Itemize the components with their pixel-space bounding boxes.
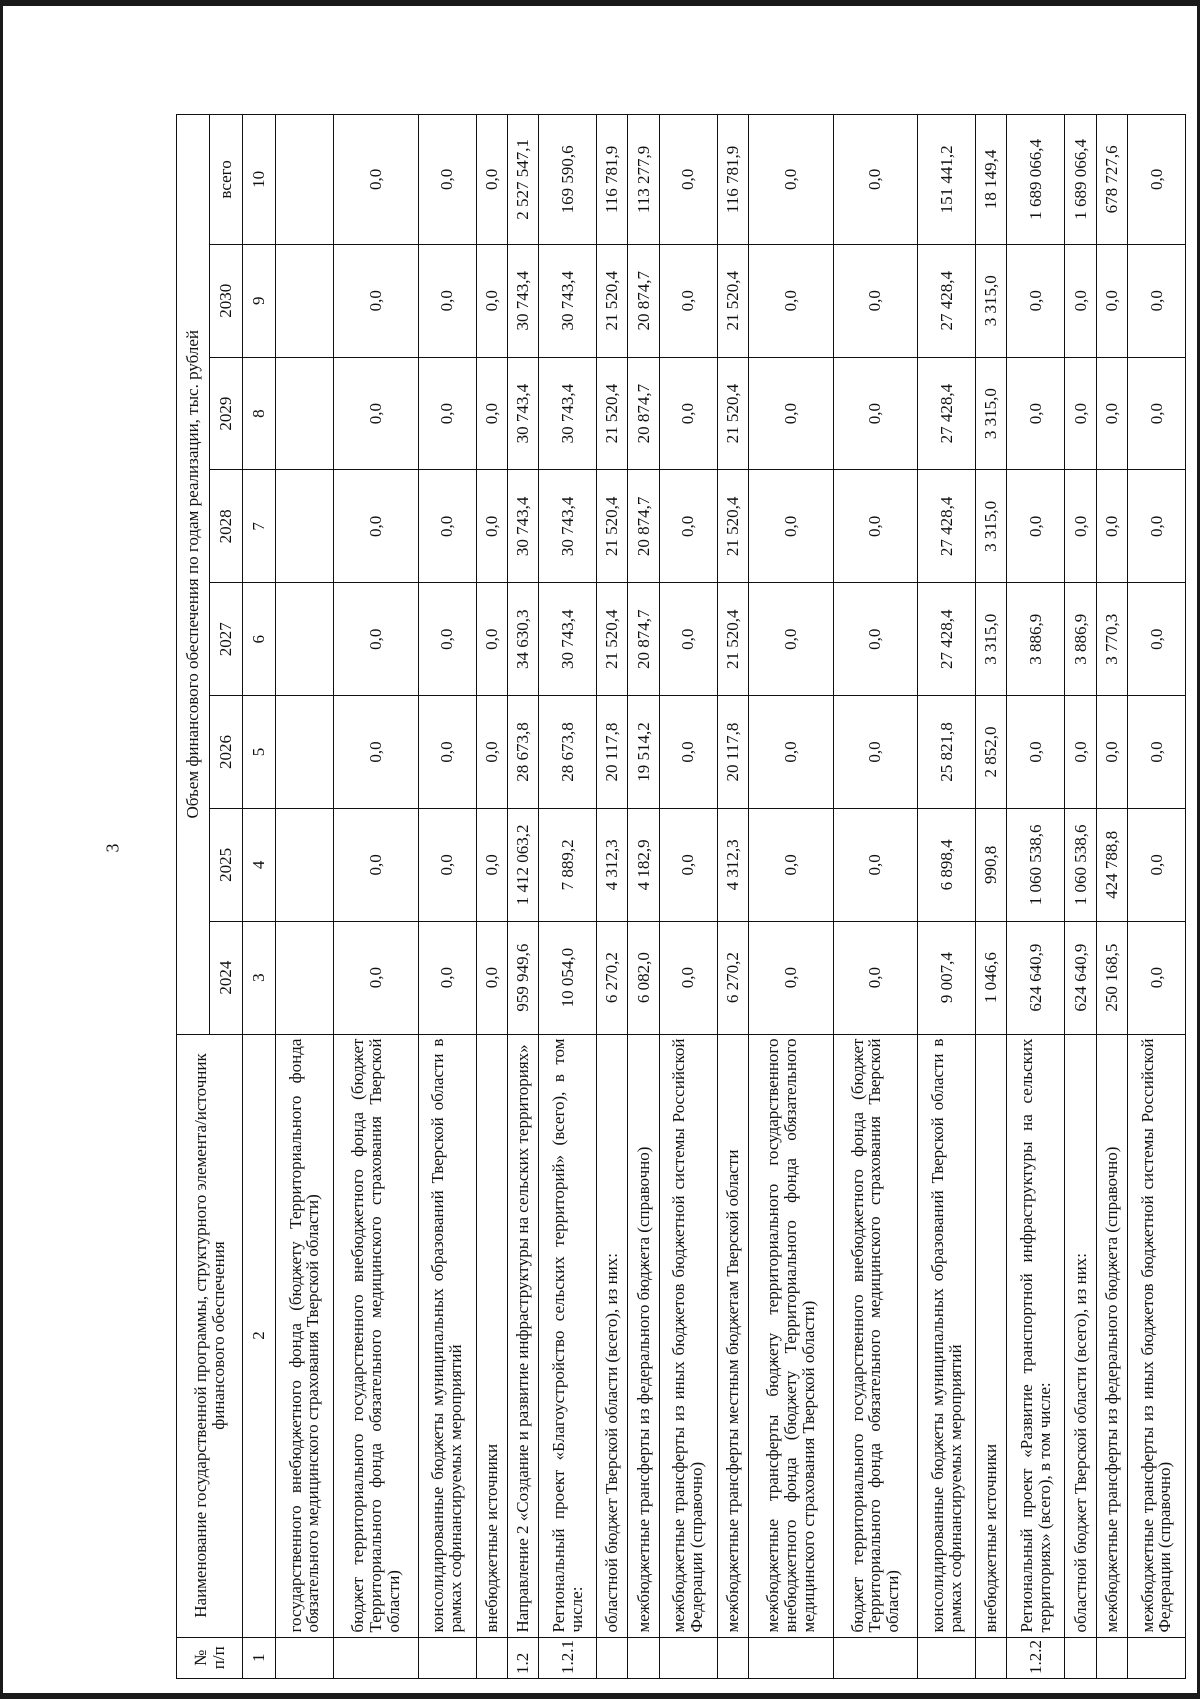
row-number [333, 1637, 418, 1678]
row-year-value: 21 520,4 [597, 583, 628, 696]
row-name: внебюджетные источники [476, 1034, 507, 1637]
row-year-value: 0,0 [1096, 470, 1127, 583]
row-year-value: 27 428,4 [918, 470, 976, 583]
row-year-value: 0,0 [1065, 470, 1096, 583]
row-year-value: 0,0 [1127, 470, 1185, 583]
row-number [597, 1637, 628, 1678]
table-row [659, 115, 717, 1679]
row-year-value: 0,0 [659, 696, 717, 809]
row-year-value: 21 520,4 [597, 244, 628, 357]
row-year-value: 6 270,2 [717, 921, 748, 1034]
row-name: межбюджетные трансферты из федерального бюджета (справочно) [1096, 1034, 1127, 1637]
row-total-value: 116 781,9 [597, 115, 628, 245]
header-year-2029: 2029 [210, 357, 243, 470]
row-total-value: 0,0 [1127, 115, 1185, 245]
row-year-value: 9 007,4 [918, 921, 976, 1034]
table-body [276, 115, 1186, 1679]
header-year-2026: 2026 [210, 696, 243, 809]
row-year-value: 0,0 [659, 921, 717, 1034]
row-total-value: 113 277,9 [628, 115, 659, 245]
header-name: Наименование государственной программы, структурного элемента/источник финансового обеспечения [177, 1034, 243, 1637]
row-number [418, 1637, 476, 1678]
row-year-value: 27 428,4 [918, 357, 976, 470]
row-year-value: 624 640,9 [1007, 921, 1065, 1034]
row-name: консолидированные бюджеты муниципальных образований Тверской области в рамках софинансируемых мероприятий [418, 1034, 476, 1637]
row-year-value: 0,0 [476, 244, 507, 357]
row-number [833, 1637, 918, 1678]
row-name: межбюджетные трансферты из федерального бюджета (справочно) [628, 1034, 659, 1637]
row-year-value: 0,0 [476, 921, 507, 1034]
row-total-value: 0,0 [418, 115, 476, 245]
row-year-value: 0,0 [833, 808, 918, 921]
row-year-value: 0,0 [833, 696, 918, 809]
row-year-value: 0,0 [1127, 357, 1185, 470]
table-row [1007, 115, 1065, 1679]
row-year-value: 959 949,6 [507, 921, 538, 1034]
row-total-value: 116 781,9 [717, 115, 748, 245]
row-year-value: 0,0 [476, 357, 507, 470]
row-number: 1.2 [507, 1637, 538, 1678]
row-total-value: 0,0 [748, 115, 833, 245]
row-number [659, 1637, 717, 1678]
row-number [476, 1637, 507, 1678]
row-year-value: 0,0 [1065, 696, 1096, 809]
row-number [1065, 1637, 1096, 1678]
column-index: 5 [243, 696, 276, 809]
row-name: консолидированные бюджеты муниципальных образований Тверской области в рамках софинансируемых мероприятий [918, 1034, 976, 1637]
row-year-value: 0,0 [833, 583, 918, 696]
row-year-value: 0,0 [418, 583, 476, 696]
row-year-value: 0,0 [418, 921, 476, 1034]
header-volume: Объем финансового обеспечения по годам реализации, тыс. рублей [177, 115, 210, 1035]
row-total-value: 18 149,4 [976, 115, 1007, 245]
row-name: межбюджетные трансферты из иных бюджетов бюджетной системы Российской Федерации (справочно) [1127, 1034, 1185, 1637]
row-year-value: 0,0 [833, 357, 918, 470]
row-year-value: 0,0 [476, 583, 507, 696]
scan-edge-top [0, 0, 1200, 6]
row-name: бюджет территориального государственного внебюджетного фонда (бюджет Территориального фонда обязательного медицинского страхования Тверской области) [333, 1034, 418, 1637]
row-year-value: 0,0 [333, 244, 418, 357]
row-year-value: 0,0 [833, 470, 918, 583]
table-row [1065, 115, 1096, 1679]
row-year-value: 0,0 [1007, 357, 1065, 470]
row-year-value: 0,0 [333, 357, 418, 470]
table-row [276, 115, 334, 1679]
row-year-value: 0,0 [333, 470, 418, 583]
row-name: межбюджетные трансферты бюджету территориального государственного внебюджетного фонда (бюджету Территориального фонда обязательного медицинского страхования Тверской области) [748, 1034, 833, 1637]
row-total-value: 678 727,6 [1096, 115, 1127, 245]
row-total-value: 0,0 [833, 115, 918, 245]
row-name: Региональный проект «Развитие транспортной инфраструктуры на сельских территориях» (всего), в том числе: [1007, 1034, 1065, 1637]
row-year-value: 34 630,3 [507, 583, 538, 696]
column-index: 8 [243, 357, 276, 470]
row-year-value [276, 470, 334, 583]
row-number [976, 1637, 1007, 1678]
table-row [918, 115, 976, 1679]
row-year-value: 0,0 [748, 583, 833, 696]
row-year-value: 28 673,8 [539, 696, 597, 809]
financing-table [176, 114, 1186, 1679]
table-row [717, 115, 748, 1679]
row-name: Направление 2 «Создание и развитие инфраструктуры на сельских территориях» [507, 1034, 538, 1637]
row-year-value: 2 852,0 [976, 696, 1007, 809]
row-year-value: 0,0 [1127, 921, 1185, 1034]
row-total-value: 151 441,2 [918, 115, 976, 245]
row-year-value: 3 315,0 [976, 583, 1007, 696]
column-index: 10 [243, 115, 276, 245]
table-row [748, 115, 833, 1679]
header-year-2027: 2027 [210, 583, 243, 696]
row-year-value: 20 874,7 [628, 357, 659, 470]
rotated-table-wrapper [176, 114, 1186, 1679]
row-year-value: 0,0 [1096, 244, 1127, 357]
column-index: 9 [243, 244, 276, 357]
row-total-value: 0,0 [333, 115, 418, 245]
row-year-value: 0,0 [476, 470, 507, 583]
table-row [628, 115, 659, 1679]
row-year-value: 1 060 538,6 [1065, 808, 1096, 921]
column-index: 4 [243, 808, 276, 921]
row-number [276, 1637, 334, 1678]
table-row [1096, 115, 1127, 1679]
table-row [976, 115, 1007, 1679]
row-name: межбюджетные трансферты из иных бюджетов бюджетной системы Российской Федерации (справочно) [659, 1034, 717, 1637]
row-year-value: 0,0 [748, 808, 833, 921]
table-row [418, 115, 476, 1679]
row-total-value: 0,0 [476, 115, 507, 245]
row-year-value [276, 921, 334, 1034]
row-year-value: 1 060 538,6 [1007, 808, 1065, 921]
row-year-value: 0,0 [333, 583, 418, 696]
table-row [833, 115, 918, 1679]
row-year-value: 0,0 [1127, 696, 1185, 809]
row-year-value: 30 743,4 [539, 244, 597, 357]
row-year-value: 0,0 [748, 696, 833, 809]
row-year-value: 30 743,4 [539, 357, 597, 470]
row-year-value: 0,0 [659, 583, 717, 696]
row-year-value: 0,0 [1065, 244, 1096, 357]
row-year-value: 0,0 [418, 470, 476, 583]
row-year-value: 20 874,7 [628, 244, 659, 357]
row-number [918, 1637, 976, 1678]
row-number [717, 1637, 748, 1678]
row-year-value: 3 315,0 [976, 244, 1007, 357]
row-year-value: 0,0 [659, 808, 717, 921]
row-year-value: 21 520,4 [717, 357, 748, 470]
row-name: межбюджетные трансферты местным бюджетам Тверской области [717, 1034, 748, 1637]
row-year-value: 1 046,6 [976, 921, 1007, 1034]
row-year-value [276, 583, 334, 696]
row-name: областной бюджет Тверской области (всего), из них: [1065, 1034, 1096, 1637]
column-index: 7 [243, 470, 276, 583]
row-year-value: 0,0 [418, 244, 476, 357]
row-year-value: 0,0 [1127, 808, 1185, 921]
row-total-value: 1 689 066,4 [1007, 115, 1065, 245]
header-total: всего [210, 115, 243, 245]
row-year-value: 0,0 [659, 357, 717, 470]
row-year-value: 3 315,0 [976, 357, 1007, 470]
row-year-value [276, 696, 334, 809]
row-year-value: 21 520,4 [717, 470, 748, 583]
row-year-value: 20 874,7 [628, 583, 659, 696]
row-number [1096, 1637, 1127, 1678]
scan-edge-left [0, 0, 3, 1699]
row-year-value: 21 520,4 [597, 357, 628, 470]
row-year-value: 0,0 [659, 244, 717, 357]
row-year-value: 0,0 [333, 696, 418, 809]
row-year-value: 624 640,9 [1065, 921, 1096, 1034]
row-year-value: 0,0 [1007, 696, 1065, 809]
row-year-value: 27 428,4 [918, 244, 976, 357]
row-total-value [276, 115, 334, 245]
row-year-value: 3 770,3 [1096, 583, 1127, 696]
row-year-value: 30 743,4 [507, 244, 538, 357]
row-year-value: 30 743,4 [507, 470, 538, 583]
row-number: 1.2.2 [1007, 1637, 1065, 1678]
row-year-value: 0,0 [748, 244, 833, 357]
row-year-value: 0,0 [418, 696, 476, 809]
row-year-value: 0,0 [748, 357, 833, 470]
row-year-value: 0,0 [1007, 244, 1065, 357]
row-year-value: 4 182,9 [628, 808, 659, 921]
column-index: 2 [243, 1034, 276, 1637]
row-year-value: 30 743,4 [539, 470, 597, 583]
row-year-value: 10 054,0 [539, 921, 597, 1034]
column-index-row [243, 115, 276, 1679]
row-total-value: 0,0 [659, 115, 717, 245]
row-number: 1.2.1 [539, 1637, 597, 1678]
row-name: государственного внебюджетного фонда (бюджету Территориального фонда обязательного медицинского страхования Тверской области) [276, 1034, 334, 1637]
row-year-value: 21 520,4 [717, 583, 748, 696]
column-index: 6 [243, 583, 276, 696]
header-year-2028: 2028 [210, 470, 243, 583]
row-year-value: 0,0 [833, 244, 918, 357]
row-year-value: 0,0 [418, 357, 476, 470]
table-row [476, 115, 507, 1679]
row-year-value: 0,0 [333, 808, 418, 921]
table-row [507, 115, 538, 1679]
page-number: 3 [102, 843, 123, 853]
row-year-value: 0,0 [1127, 583, 1185, 696]
row-year-value: 6 898,4 [918, 808, 976, 921]
row-year-value: 19 514,2 [628, 696, 659, 809]
row-year-value: 3 886,9 [1007, 583, 1065, 696]
header-no: № п/п [177, 1637, 243, 1678]
row-year-value: 3 886,9 [1065, 583, 1096, 696]
scan-edge-bottom [0, 1693, 1200, 1699]
row-total-value: 169 590,6 [539, 115, 597, 245]
row-year-value: 21 520,4 [597, 470, 628, 583]
header-year-2024: 2024 [210, 921, 243, 1034]
row-year-value: 20 874,7 [628, 470, 659, 583]
row-year-value: 6 082,0 [628, 921, 659, 1034]
column-index: 1 [243, 1637, 276, 1678]
row-year-value: 30 743,4 [507, 357, 538, 470]
row-year-value: 0,0 [1127, 244, 1185, 357]
row-year-value: 4 312,3 [717, 808, 748, 921]
row-number [1127, 1637, 1185, 1678]
row-year-value: 0,0 [1007, 470, 1065, 583]
row-year-value: 424 788,8 [1096, 808, 1127, 921]
row-year-value: 3 315,0 [976, 470, 1007, 583]
row-year-value: 27 428,4 [918, 583, 976, 696]
table-row [539, 115, 597, 1679]
row-year-value: 20 117,8 [597, 696, 628, 809]
row-year-value: 0,0 [333, 921, 418, 1034]
row-year-value: 0,0 [1096, 357, 1127, 470]
row-year-value: 0,0 [418, 808, 476, 921]
row-year-value [276, 244, 334, 357]
row-year-value: 7 889,2 [539, 808, 597, 921]
row-number [628, 1637, 659, 1678]
header-year-2025: 2025 [210, 808, 243, 921]
table-row [333, 115, 418, 1679]
row-name: Региональный проект «Благоустройство сельских территорий» (всего), в том числе: [539, 1034, 597, 1637]
row-year-value: 0,0 [476, 696, 507, 809]
row-name: областной бюджет Тверской области (всего), из них: [597, 1034, 628, 1637]
row-year-value: 4 312,3 [597, 808, 628, 921]
row-name: внебюджетные источники [976, 1034, 1007, 1637]
row-year-value: 0,0 [1096, 696, 1127, 809]
row-year-value: 0,0 [659, 470, 717, 583]
row-year-value: 30 743,4 [539, 583, 597, 696]
row-year-value: 6 270,2 [597, 921, 628, 1034]
row-year-value: 25 821,8 [918, 696, 976, 809]
row-total-value: 2 527 547,1 [507, 115, 538, 245]
row-year-value: 21 520,4 [717, 244, 748, 357]
table-row [1127, 115, 1185, 1679]
row-year-value: 0,0 [748, 921, 833, 1034]
row-year-value: 1 412 063,2 [507, 808, 538, 921]
row-year-value: 20 117,8 [717, 696, 748, 809]
row-year-value [276, 808, 334, 921]
row-number [748, 1637, 833, 1678]
row-year-value: 990,8 [976, 808, 1007, 921]
row-year-value: 0,0 [748, 470, 833, 583]
header-year-2030: 2030 [210, 244, 243, 357]
column-index: 3 [243, 921, 276, 1034]
row-name: бюджет территориального государственного внебюджетного фонда (бюджет Территориального фонда обязательного медицинского страхования Тверской области) [833, 1034, 918, 1637]
row-year-value: 0,0 [476, 808, 507, 921]
row-year-value: 0,0 [1065, 357, 1096, 470]
row-year-value: 0,0 [833, 921, 918, 1034]
row-year-value: 250 168,5 [1096, 921, 1127, 1034]
table-row [597, 115, 628, 1679]
row-total-value: 1 689 066,4 [1065, 115, 1096, 245]
row-year-value: 28 673,8 [507, 696, 538, 809]
row-year-value [276, 357, 334, 470]
